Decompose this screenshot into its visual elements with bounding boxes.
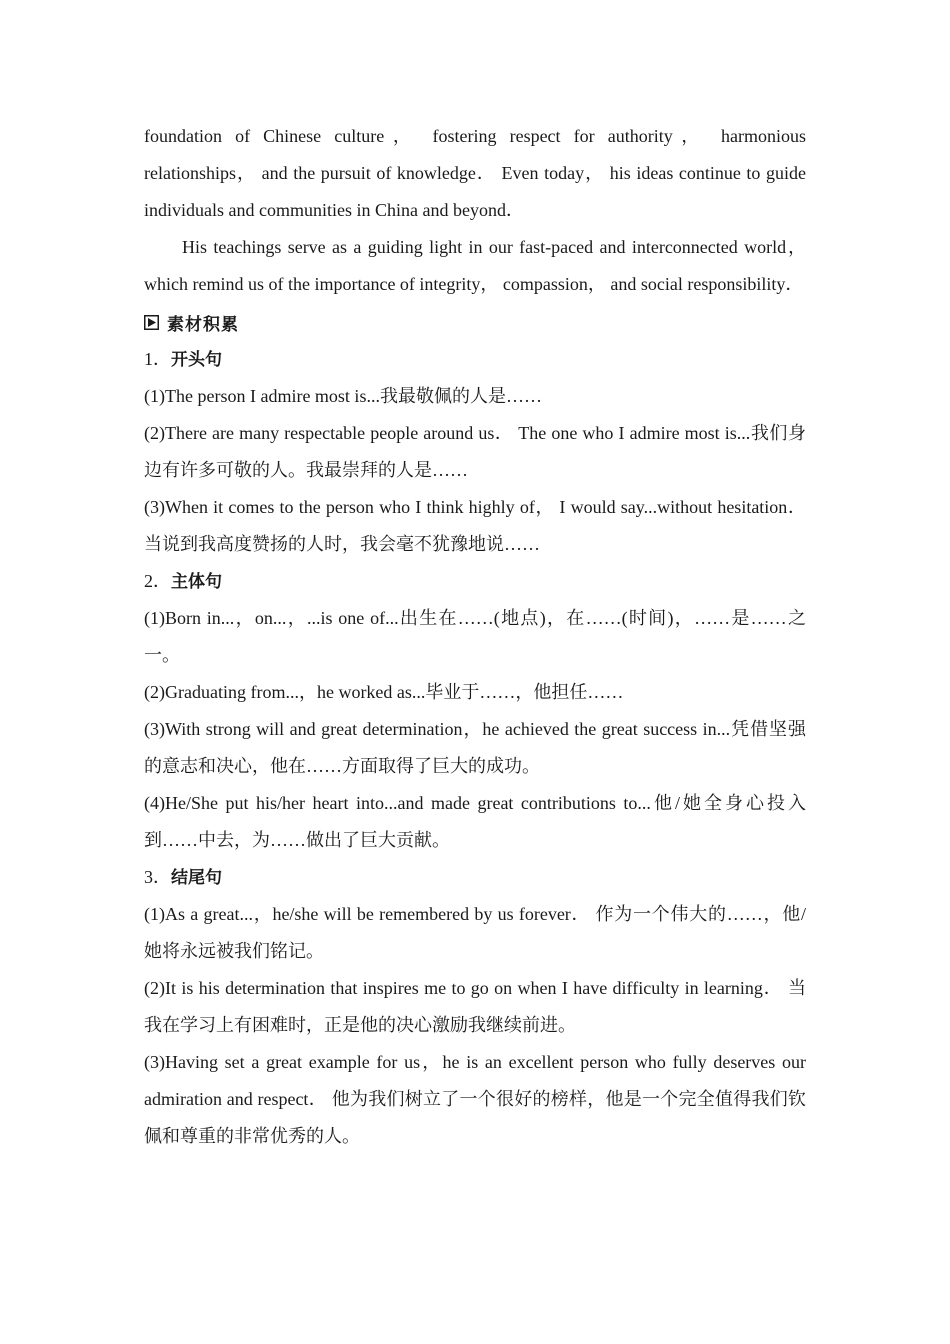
group-title: 开头句 (171, 350, 222, 370)
group-number: 2． (144, 571, 171, 591)
group-title: 主体句 (171, 572, 222, 592)
list-item: (2)It is his determination that inspires me to go on when I have difficulty in learning． 当我在学习上有困难时，正是他的决心激励我继续前进。 (144, 978, 806, 1035)
list-item: (1)The person I admire most is...我最敬佩的人是…… (144, 386, 542, 406)
group-heading (144, 341, 806, 378)
group-number: 1． (144, 349, 171, 369)
body-paragraph: His teachings serve as a guiding light in our fast-paced and interconnected world， which remind us of the importance of integrity， compassion， and social responsibility． (144, 237, 806, 294)
section-title: 素材积累 (167, 314, 239, 335)
document-page (144, 118, 806, 1155)
body-paragraph: foundation of Chinese culture， fostering respect for authority， harmonious relationships， and the pursuit of knowledge． Even today， his ideas continue to guide individuals and communities in China and beyond． (144, 126, 806, 220)
group-number: 3． (144, 867, 171, 887)
list-item: (3)With strong will and great determination，he achieved the great success in...凭借坚强的意志和决心，他在……方面取得了巨大的成功。 (144, 719, 806, 776)
play-icon (144, 315, 159, 330)
list-item: (1)Born in...，on...，...is one of...出生在……(地点)，在……(时间)，……是……之一。 (144, 608, 806, 665)
group-heading (144, 859, 806, 896)
list-item: (2)There are many respectable people around us． The one who I admire most is...我们身边有许多可敬的人。我最崇拜的人是…… (144, 423, 806, 480)
list-item: (1)As a great...，he/she will be remembered by us forever． 作为一个伟大的……，他/她将永远被我们铭记。 (144, 904, 806, 961)
group-heading (144, 563, 806, 600)
section-heading (144, 303, 806, 341)
group-title: 结尾句 (171, 868, 222, 888)
list-item: (4)He/She put his/her heart into...and made great contributions to...他/她全身心投入到……中去，为……做出了巨大贡献。 (144, 793, 806, 850)
list-item: (3)Having set a great example for us，he is an excellent person who fully deserves our admiration and respect． 他为我们树立了一个很好的榜样，他是一个完全值得我们钦佩和尊重的非常优秀的人。 (144, 1052, 806, 1146)
list-item: (2)Graduating from...，he worked as...毕业于……，他担任…… (144, 682, 624, 702)
list-item: (3)When it comes to the person who I think highly of， I would say...without hesitation． 当说到我高度赞扬的人时，我会毫不犹豫地说…… (144, 497, 806, 554)
